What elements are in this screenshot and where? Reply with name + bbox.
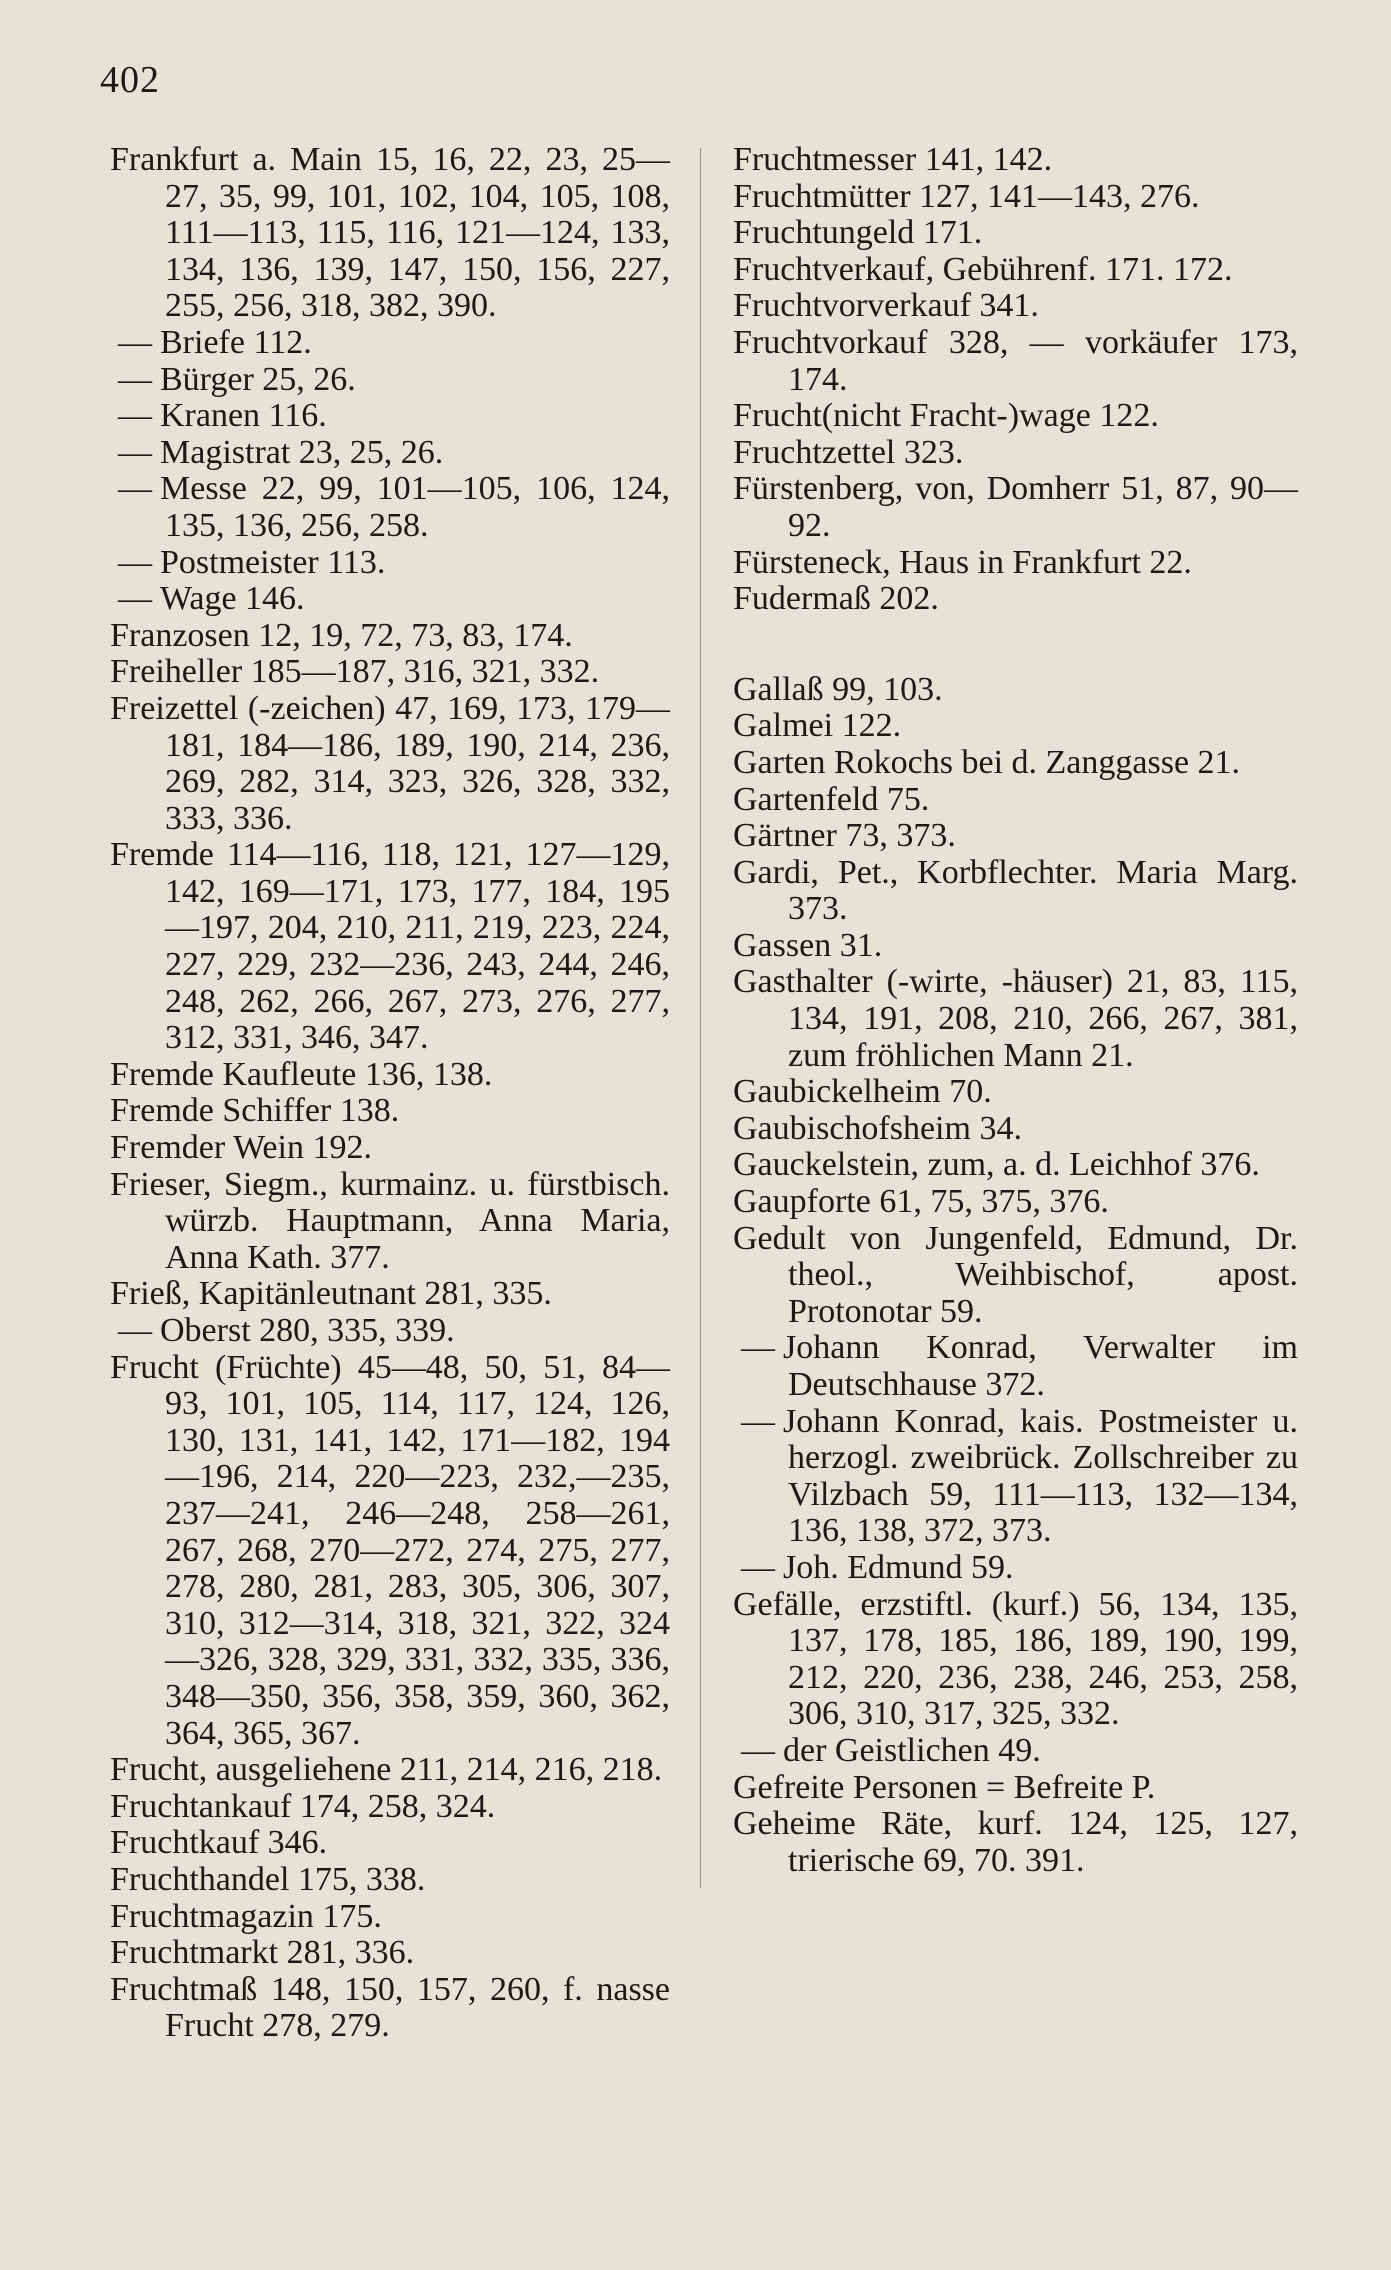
index-entry: [733, 928, 1298, 965]
index-entry: [733, 782, 1298, 819]
index-entry: [733, 179, 1298, 216]
entry-text: Magistrat 23, 25, 26.: [160, 433, 444, 471]
entry-text: Fremde 114—116, 118, 121, 127—129, 142, 169—171, 173, 177, 184, 195—197, 204, 210, 211, 219, 223, 224, 227, 229, 232—236, 243, 244, 246, 248, 262, 266, 267, 273, 276, 277, 312, 331, 346, 347.: [110, 836, 670, 1057]
entry-text: Gedult von Jungenfeld, Edmund, Dr. theol., Weihbischof, apost. Protonotar 59.: [733, 1219, 1298, 1330]
index-entry: [110, 837, 670, 1057]
entry-text: Fruchtmagazin 175.: [110, 1897, 382, 1935]
index-entry: [110, 618, 670, 655]
index-entry: [110, 1752, 670, 1789]
entry-text: Freiheller 185—187, 316, 321, 332.: [110, 653, 600, 691]
entry-text: Gefreite Personen = Befreite P.: [733, 1768, 1156, 1806]
index-subentry: [110, 398, 670, 435]
index-entry: [110, 1972, 670, 2045]
entry-text: Fruchtmarkt 281, 336.: [110, 1934, 415, 1972]
index-entry: [733, 672, 1298, 709]
index-entry: [110, 1093, 670, 1130]
entry-text: Wage 146.: [160, 580, 305, 618]
entry-text: Gefälle, erzstiftl. (kurf.) 56, 134, 135, 137, 178, 185, 186, 189, 190, 199, 212, 220, 236, 238, 246, 253, 258, 306, 310, 317, 325, 332.: [733, 1585, 1298, 1733]
entry-text: Frieser, Siegm., kurmainz. u. fürstbisch. würzb. Hauptmann, Anna Maria, Anna Kath. 377.: [110, 1165, 670, 1276]
index-entry: [733, 252, 1298, 289]
entry-text: Frieß, Kapitänleutnant 281, 335.: [110, 1275, 552, 1313]
entry-text: Frucht (Früchte) 45—48, 50, 51, 84—93, 101, 105, 114, 117, 124, 126, 130, 131, 141, 142, 171—182, 194—196, 214, 220—223, 232,—235, 237—241, 246—248, 258—261, 267, 268, 270—272, 274, 275, 277, 278, 280, 281, 283, 305, 306, 307, 310, 312—314, 318, 321, 322, 324—326, 328, 329, 331, 332, 335, 336, 348—350, 356, 358, 359, 360, 362, 364, 365, 367.: [110, 1348, 670, 1752]
entry-text: Fudermaß 202.: [733, 580, 939, 618]
entry-text: Fruchthandel 175, 338.: [110, 1860, 426, 1898]
entry-text: Postmeister 113.: [160, 543, 386, 581]
entry-text: Gartenfeld 75.: [733, 780, 930, 818]
index-entry: [733, 818, 1298, 855]
index-entry: [733, 142, 1298, 179]
index-entry: [733, 1147, 1298, 1184]
index-entry: [110, 1276, 670, 1313]
entry-text: Galmei 122.: [733, 707, 902, 745]
entry-text: Fruchtmaß 148, 150, 157, 260, f. nasse Frucht 278, 279.: [110, 1970, 670, 2045]
entry-text: Frucht, ausgeliehene 211, 214, 216, 218.: [110, 1751, 663, 1789]
index-entry: [733, 1074, 1298, 1111]
entry-text: Briefe 112.: [160, 323, 312, 361]
index-entry: [733, 325, 1298, 398]
ditto-dash: —: [118, 397, 152, 435]
index-entry: [110, 1789, 670, 1826]
index-entry: [733, 1770, 1298, 1807]
index-entry: [733, 964, 1298, 1074]
entry-text: Fruchtvorkauf 328, — vorkäufer 173, 174.: [733, 323, 1298, 398]
page-number: 402: [100, 59, 160, 101]
entry-text: Frucht(nicht Fracht-)wage 122.: [733, 397, 1159, 435]
column-divider: [700, 148, 701, 1888]
entry-text: Fruchtverkauf, Gebührenf. 171. 172.: [733, 250, 1233, 288]
index-entry: [733, 435, 1298, 472]
ditto-dash: —: [118, 323, 152, 361]
index-subentry: [733, 1330, 1298, 1403]
index-entry: [110, 1899, 670, 1936]
entry-text: Gallaß 99, 103.: [733, 670, 943, 708]
entry-text: Fürstenberg, von, Domherr 51, 87, 90—92.: [733, 470, 1298, 544]
entry-text: Fruchtkauf 346.: [110, 1824, 328, 1862]
entry-text: Fruchtmütter 127, 141—143, 276.: [733, 177, 1200, 215]
index-entry: [110, 1167, 670, 1277]
ditto-dash: —: [118, 433, 152, 471]
index-entry: [733, 581, 1298, 618]
index-subentry: [110, 581, 670, 618]
index-entry: [733, 398, 1298, 435]
entry-text: Frankfurt a. Main 15, 16, 22, 23, 25—27, 35, 99, 101, 102, 104, 105, 108, 111—113, 115, 116, 121—124, 133, 134, 136, 139, 147, 150, 156, 227, 255, 256, 318, 382, 390.: [110, 141, 670, 325]
entry-text: Fremde Schiffer 138.: [110, 1092, 400, 1130]
entry-text: Fremde Kaufleute 136, 138.: [110, 1055, 493, 1093]
index-entry: [110, 142, 670, 325]
entry-text: Johann Konrad, Verwalter im Deutschhause 372.: [783, 1329, 1298, 1403]
entry-text: Fremder Wein 192.: [110, 1129, 372, 1167]
entry-text: Gaubischofsheim 34.: [733, 1109, 1022, 1147]
index-entry: [110, 654, 670, 691]
entry-text: Fruchtvorverkauf 341.: [733, 287, 1039, 325]
ditto-dash: —: [118, 543, 152, 581]
entry-text: Gärtner 73, 373.: [733, 817, 956, 855]
index-entry: [110, 1350, 670, 1753]
index-entry: [733, 288, 1298, 325]
entry-text: Oberst 280, 335, 339.: [160, 1312, 455, 1349]
entry-text: Joh. Edmund 59.: [783, 1548, 1014, 1586]
index-subentry: [110, 471, 670, 544]
entry-text: Gassen 31.: [733, 926, 883, 964]
index-entry: [733, 708, 1298, 745]
index-subentry: [110, 325, 670, 362]
entry-text: Fruchtankauf 174, 258, 324.: [110, 1787, 496, 1825]
entry-text: Fruchtungeld 171.: [733, 214, 983, 252]
entry-text: Johann Konrad, kais. Postmeister u. herzogl. zweibrück. Zollschreiber zu Vilzbach 59, 111—113, 132—134, 136, 138, 372, 373.: [783, 1402, 1298, 1550]
ditto-dash: —: [741, 1329, 775, 1367]
index-entry: [110, 1862, 670, 1899]
entry-text: Freizettel (-zeichen) 47, 169, 173, 179—181, 184—186, 189, 190, 214, 236, 269, 282, 314, 323, 326, 328, 332, 333, 336.: [110, 689, 670, 837]
index-column-left: [110, 142, 670, 2045]
index-subentry: [733, 1404, 1298, 1550]
index-entry: [733, 1111, 1298, 1148]
index-entry: [110, 691, 670, 837]
entry-text: Gaupforte 61, 75, 375, 376.: [733, 1183, 1109, 1221]
index-subentry: [733, 1550, 1298, 1587]
index-subentry: [110, 435, 670, 472]
index-subentry: [110, 362, 670, 399]
index-entry: [733, 1806, 1298, 1879]
index-entry: [733, 745, 1298, 782]
index-entry: [733, 855, 1298, 928]
index-entry: [110, 1057, 670, 1094]
entry-text: Gauckelstein, zum, a. d. Leichhof 376.: [733, 1146, 1260, 1184]
index-subentry: [110, 1313, 670, 1350]
entry-text: Kranen 116.: [160, 397, 327, 435]
ditto-dash: —: [118, 470, 152, 508]
ditto-dash: —: [118, 1312, 152, 1349]
index-subentry: [733, 1733, 1298, 1770]
index-entry: [110, 1130, 670, 1167]
entry-text: Geheime Räte, kurf. 124, 125, 127, trierische 69, 70. 391.: [733, 1805, 1298, 1879]
entry-text: Gardi, Pet., Korbflechter. Maria Marg. 373.: [733, 853, 1298, 928]
index-entry: [733, 1221, 1298, 1331]
index-column-right: [733, 142, 1298, 1879]
entry-text: der Geistlichen 49.: [783, 1731, 1041, 1769]
ditto-dash: —: [741, 1731, 775, 1769]
entry-text: Messe 22, 99, 101—105, 106, 124, 135, 136, 256, 258.: [160, 470, 670, 544]
entry-text: Garten Rokochs bei d. Zanggasse 21.: [733, 743, 1241, 781]
entry-text: Fruchtmesser 141, 142.: [733, 141, 1053, 178]
index-entry: [733, 545, 1298, 582]
index-entry: [733, 471, 1298, 544]
index-entry: [733, 1184, 1298, 1221]
index-entry: [110, 1825, 670, 1862]
entry-text: Fürsteneck, Haus in Frankfurt 22.: [733, 543, 1192, 581]
entry-text: Gasthalter (-wirte, -häuser) 21, 83, 115, 134, 191, 208, 210, 266, 267, 381, zum fröhlichen Mann 21.: [733, 963, 1298, 1074]
entry-text: Franzosen 12, 19, 72, 73, 83, 174.: [110, 616, 573, 654]
entry-text: Gaubickelheim 70.: [733, 1073, 992, 1111]
index-subentry: [110, 545, 670, 582]
ditto-dash: —: [118, 580, 152, 618]
entry-text: Bürger 25, 26.: [160, 360, 356, 398]
entry-text: Fruchtzettel 323.: [733, 433, 964, 471]
ditto-dash: —: [118, 360, 152, 398]
ditto-dash: —: [741, 1402, 775, 1440]
ditto-dash: —: [741, 1548, 775, 1586]
index-entry: [110, 1935, 670, 1972]
index-entry: [733, 1587, 1298, 1733]
index-entry: [733, 215, 1298, 252]
